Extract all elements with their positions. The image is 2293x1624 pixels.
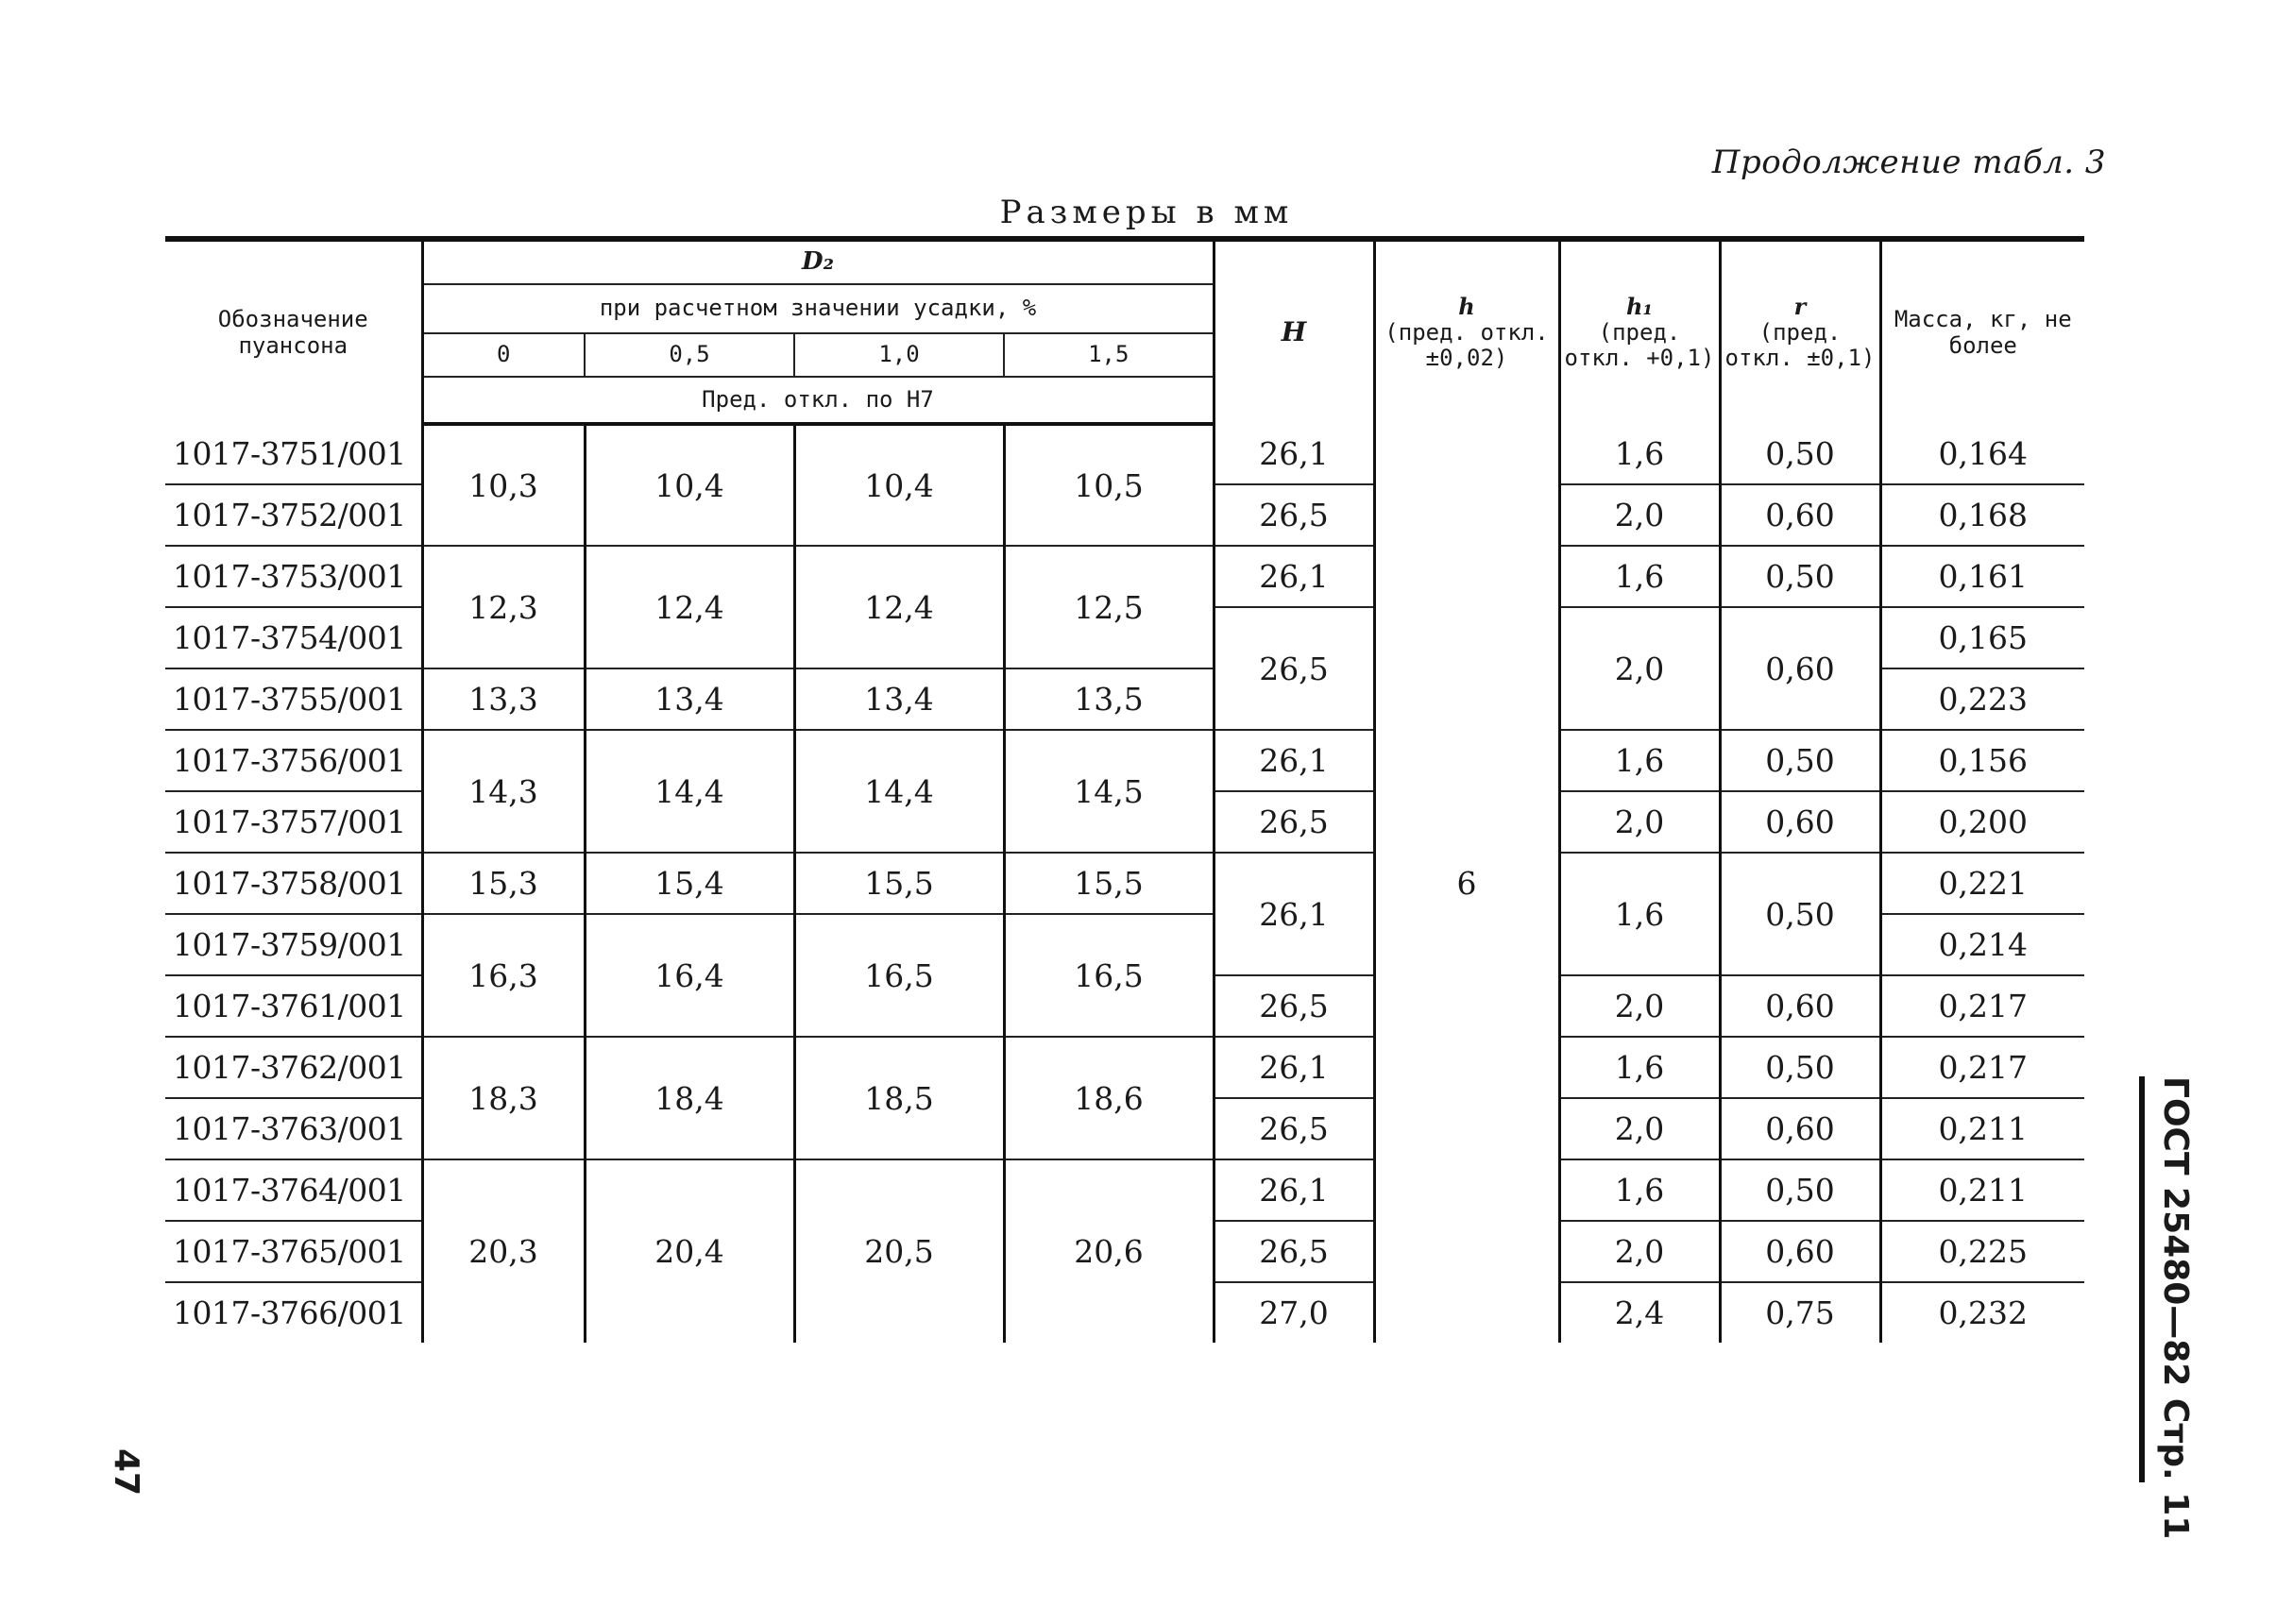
d2-value: 20,5 bbox=[794, 1159, 1004, 1343]
header-H: H bbox=[1214, 239, 1374, 424]
table-row bbox=[165, 1159, 2084, 1221]
r-value: 0,50 bbox=[1720, 1159, 1880, 1221]
d2-value: 20,6 bbox=[1004, 1159, 1214, 1343]
punch-dimensions-table bbox=[165, 236, 2084, 1343]
row-code: 1017-3752/001 bbox=[165, 484, 422, 546]
row-code: 1017-3755/001 bbox=[165, 668, 422, 730]
row-code: 1017-3763/001 bbox=[165, 1098, 422, 1159]
d2-value: 13,4 bbox=[794, 668, 1004, 730]
h1-value: 2,0 bbox=[1559, 791, 1720, 853]
mass-value: 0,232 bbox=[1938, 1294, 2028, 1331]
d2-value: 14,4 bbox=[585, 730, 794, 853]
H-value: 26,1 bbox=[1214, 1159, 1374, 1221]
h1-value: 1,6 bbox=[1559, 853, 1720, 975]
units-caption: Размеры в мм bbox=[999, 194, 1294, 231]
mass-value: 0,221 bbox=[1880, 853, 2084, 914]
d2-value: 15,4 bbox=[585, 853, 794, 914]
h1-value: 1,6 bbox=[1559, 1159, 1720, 1221]
table-row bbox=[165, 1037, 2084, 1098]
r-value: 0,60 bbox=[1720, 607, 1880, 730]
d2-value: 15,5 bbox=[1004, 853, 1214, 914]
r-value: 0,60 bbox=[1720, 1221, 1880, 1282]
d2-value: 16,4 bbox=[585, 914, 794, 1037]
d2-value: 18,5 bbox=[794, 1037, 1004, 1159]
h1-value: 2,0 bbox=[1559, 484, 1720, 546]
header-r bbox=[1720, 239, 1880, 424]
h1-value: 2,0 bbox=[1559, 607, 1720, 730]
d2-value: 18,4 bbox=[585, 1037, 794, 1159]
r-value: 0,60 bbox=[1720, 1098, 1880, 1159]
mass-value: 0,156 bbox=[1880, 730, 2084, 791]
H-value: 26,5 bbox=[1214, 607, 1374, 730]
r-value: 0,60 bbox=[1720, 484, 1880, 546]
mass-value: 0,200 bbox=[1880, 791, 2084, 853]
row-code: 1017-3754/001 bbox=[165, 607, 422, 668]
mass-value: 0,165 bbox=[1880, 607, 2084, 668]
row-code: 1017-3756/001 bbox=[165, 730, 422, 791]
header-pct-0-5: 0,5 bbox=[585, 333, 794, 377]
header-r-tolerance: (пред. откл. ±0,1) bbox=[1724, 318, 1876, 372]
d2-value: 12,5 bbox=[1004, 546, 1214, 668]
standard-reference: ГОСТ 25480—82 Стр. 11 bbox=[2156, 1076, 2195, 1540]
d2-value: 16,5 bbox=[794, 914, 1004, 1037]
r-value: 0,60 bbox=[1720, 975, 1880, 1037]
header-pct-0: 0 bbox=[422, 333, 585, 377]
d2-value: 10,5 bbox=[1004, 424, 1214, 546]
mass-value: 0,225 bbox=[1880, 1221, 2084, 1282]
table-row bbox=[165, 853, 2084, 914]
mass-value: 0,214 bbox=[1880, 914, 2084, 975]
h1-value: 2,0 bbox=[1559, 1098, 1720, 1159]
H-value: 26,5 bbox=[1214, 975, 1374, 1037]
header-h bbox=[1374, 239, 1559, 424]
header-h-tolerance: (пред. откл. ±0,02) bbox=[1384, 318, 1549, 372]
d2-value: 12,4 bbox=[585, 546, 794, 668]
header-pct-1-0: 1,0 bbox=[794, 333, 1004, 377]
d2-value: 10,4 bbox=[794, 424, 1004, 546]
H-value: 26,1 bbox=[1214, 730, 1374, 791]
row-code: 1017-3753/001 bbox=[165, 546, 422, 607]
table-continuation-note: Продолжение табл. 3 bbox=[1711, 144, 2106, 181]
d2-value: 14,5 bbox=[1004, 730, 1214, 853]
table-row bbox=[165, 730, 2084, 791]
r-value: 0,50 bbox=[1720, 546, 1880, 607]
h1-value: 2,0 bbox=[1559, 975, 1720, 1037]
d2-value: 18,6 bbox=[1004, 1037, 1214, 1159]
r-value: 0,75 bbox=[1720, 1282, 1880, 1343]
d2-value: 10,3 bbox=[422, 424, 585, 546]
d2-value: 15,5 bbox=[794, 853, 1004, 914]
side-standard-label bbox=[2139, 1076, 2196, 1540]
side-rule bbox=[2139, 1076, 2145, 1482]
r-value: 0,50 bbox=[1720, 730, 1880, 791]
d2-value: 13,5 bbox=[1004, 668, 1214, 730]
d2-value: 20,4 bbox=[585, 1159, 794, 1343]
H-value: 27,0 bbox=[1214, 1282, 1374, 1343]
H-value: 26,5 bbox=[1214, 1098, 1374, 1159]
H-value: 26,1 bbox=[1214, 546, 1374, 607]
H-value: 26,5 bbox=[1214, 484, 1374, 546]
d2-value: 15,3 bbox=[422, 853, 585, 914]
header-h1-tolerance: (пред. откл. +0,1) bbox=[1564, 318, 1715, 372]
H-value: 26,1 bbox=[1214, 424, 1374, 484]
row-code: 1017-3757/001 bbox=[165, 791, 422, 853]
r-value: 0,60 bbox=[1720, 791, 1880, 853]
row-code: 1017-3766/001 bbox=[165, 1282, 422, 1343]
header-h1 bbox=[1559, 239, 1720, 424]
r-value: 0,50 bbox=[1720, 1037, 1880, 1098]
d2-value: 10,4 bbox=[585, 424, 794, 546]
d2-value: 20,3 bbox=[422, 1159, 585, 1343]
page-number: 47 bbox=[107, 1447, 145, 1497]
header-mass: Масса, кг, не более bbox=[1880, 239, 2084, 424]
H-value: 26,1 bbox=[1214, 1037, 1374, 1098]
header-shrinkage: при расчетном значении усадки, % bbox=[422, 284, 1214, 333]
mass-value: 0,164 bbox=[1880, 424, 2084, 484]
mass-value: 0,223 bbox=[1880, 668, 2084, 730]
d2-value: 14,4 bbox=[794, 730, 1004, 853]
row-code: 1017-3751/001 bbox=[165, 424, 422, 484]
mass-value: 0,217 bbox=[1880, 1037, 2084, 1098]
header-h1-symbol: h₁ bbox=[1626, 293, 1653, 321]
H-value: 26,5 bbox=[1214, 791, 1374, 853]
d2-value: 13,4 bbox=[585, 668, 794, 730]
h1-value: 2,0 bbox=[1559, 1221, 1720, 1282]
d2-value: 14,3 bbox=[422, 730, 585, 853]
mass-value: 0,211 bbox=[1880, 1098, 2084, 1159]
row-code: 1017-3765/001 bbox=[165, 1221, 422, 1282]
d2-value: 18,3 bbox=[422, 1037, 585, 1159]
mass-value: 0,217 bbox=[1880, 975, 2084, 1037]
row-code: 1017-3762/001 bbox=[165, 1037, 422, 1098]
row-code: 1017-3761/001 bbox=[165, 975, 422, 1037]
h1-value: 1,6 bbox=[1559, 730, 1720, 791]
table-row bbox=[165, 546, 2084, 607]
h1-value: 1,6 bbox=[1559, 546, 1720, 607]
h-value: 6 bbox=[1374, 424, 1559, 1343]
table-row bbox=[165, 424, 2084, 484]
r-value: 0,50 bbox=[1720, 853, 1880, 975]
mass-value: 0,161 bbox=[1880, 546, 2084, 607]
row-code: 1017-3764/001 bbox=[165, 1159, 422, 1221]
row-code: 1017-3758/001 bbox=[165, 853, 422, 914]
h1-value: 1,6 bbox=[1559, 1037, 1720, 1098]
H-value: 26,5 bbox=[1214, 1221, 1374, 1282]
mass-value: 0,168 bbox=[1880, 484, 2084, 546]
d2-value: 16,5 bbox=[1004, 914, 1214, 1037]
d2-value: 13,3 bbox=[422, 668, 585, 730]
header-d2: D₂ bbox=[422, 239, 1214, 284]
header-pct-1-5: 1,5 bbox=[1004, 333, 1214, 377]
d2-value: 16,3 bbox=[422, 914, 585, 1037]
h1-value: 2,4 bbox=[1559, 1282, 1720, 1343]
header-tolerance-h7: Пред. откл. по H7 bbox=[422, 377, 1214, 424]
header-h-symbol: h bbox=[1458, 293, 1475, 321]
mass-value: 0,211 bbox=[1880, 1159, 2084, 1221]
header-designation: Обозначение пуансона bbox=[165, 239, 422, 424]
H-value: 26,1 bbox=[1214, 853, 1374, 975]
r-value: 0,50 bbox=[1720, 424, 1880, 484]
h1-value: 1,6 bbox=[1559, 424, 1720, 484]
d2-value: 12,3 bbox=[422, 546, 585, 668]
row-code: 1017-3759/001 bbox=[165, 914, 422, 975]
header-r-symbol: r bbox=[1793, 293, 1807, 321]
d2-value: 12,4 bbox=[794, 546, 1004, 668]
